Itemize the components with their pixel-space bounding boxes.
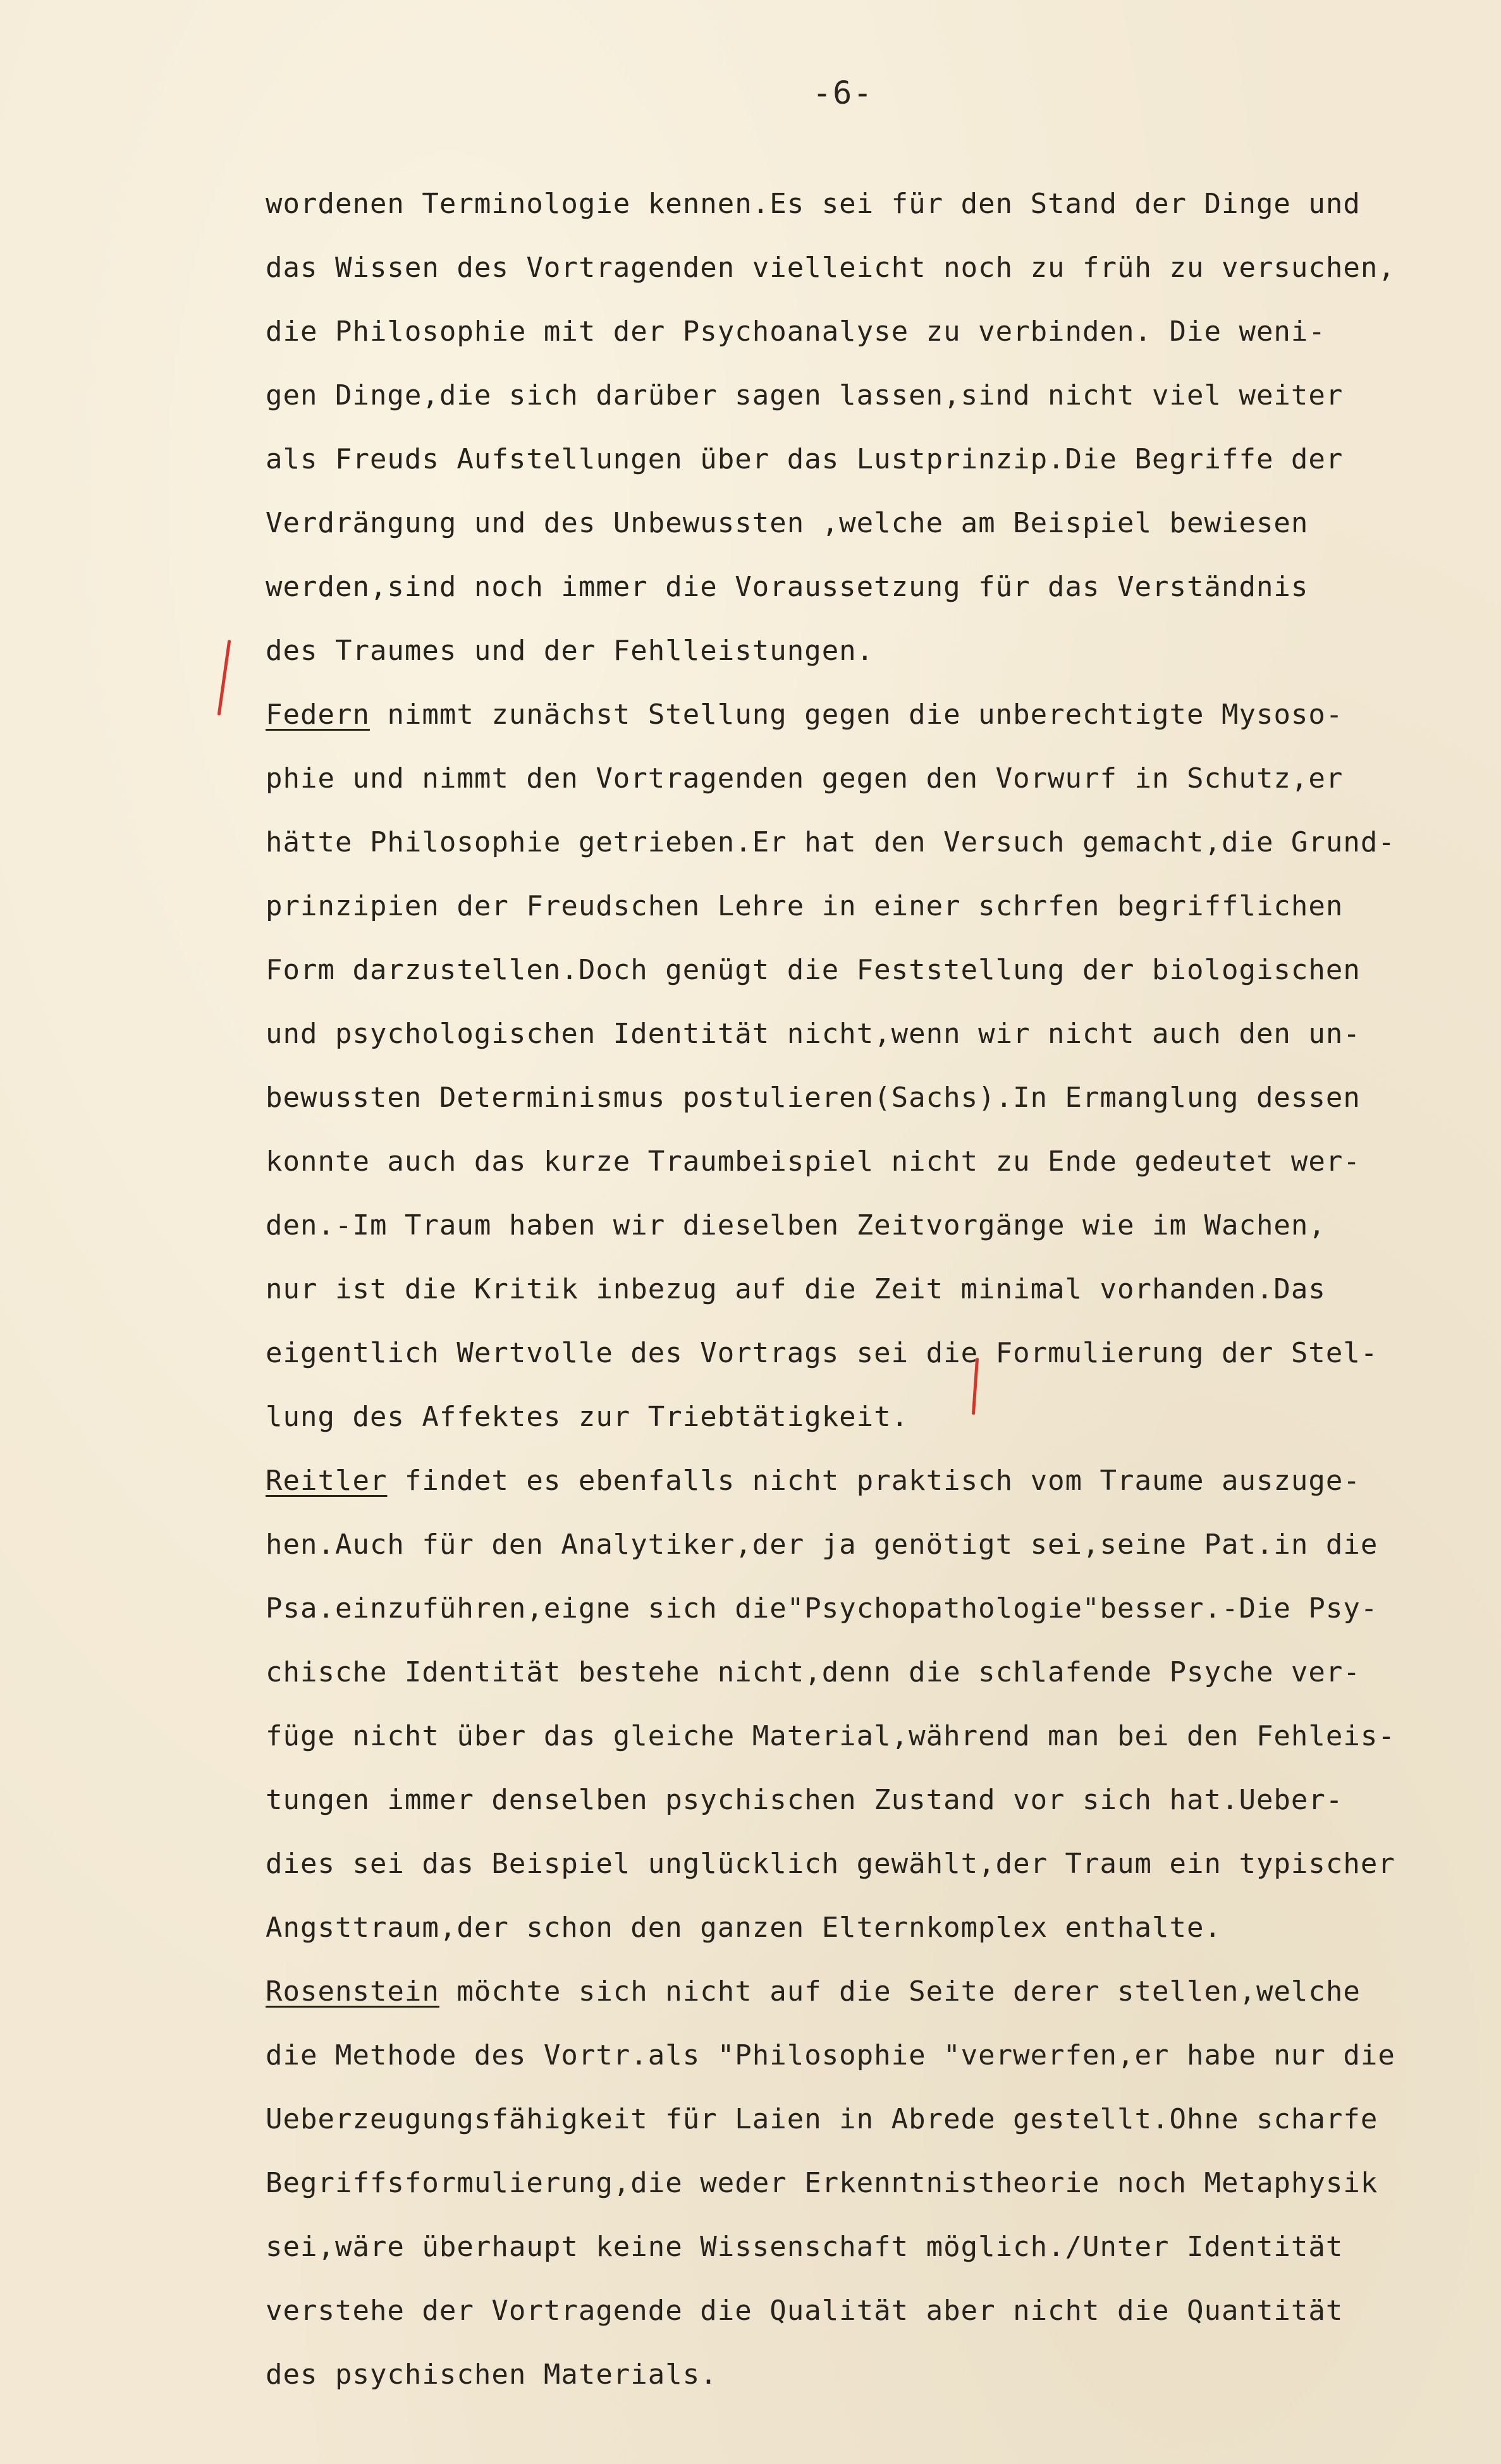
text-line <box>266 1066 1467 1130</box>
line-text: chische Identität bestehe nicht,denn die schlafende Psyche ver- <box>266 1656 1361 1688</box>
text-line <box>266 427 1467 491</box>
line-text: Psa.einzuführen,eigne sich die"Psychopathologie"besser.-Die Psy- <box>266 1592 1378 1625</box>
text-line <box>266 300 1467 363</box>
line-text: gen Dinge,die sich darüber sagen lassen,sind nicht viel weiter <box>266 379 1344 412</box>
line-text: das Wissen des Vortragenden vielleicht noch zu früh zu versuchen, <box>266 252 1395 284</box>
line-text: dies sei das Beispiel unglücklich gewählt,der Traum ein typischer <box>266 1848 1395 1880</box>
line-text: verstehe der Vortragende die Qualität aber nicht die Quantität <box>266 2295 1344 2327</box>
text-line <box>266 874 1467 938</box>
line-text: und psychologischen Identität nicht,wenn wir nicht auch den un- <box>266 1018 1361 1050</box>
line-text: des Traumes und der Fehlleistungen. <box>266 635 874 667</box>
text-line <box>266 2023 1467 2087</box>
line-text: konnte auch das kurze Traumbeispiel nicht zu Ende gedeutet wer- <box>266 1145 1361 1178</box>
line-text: lung des Affektes zur Triebtätigkeit. <box>266 1401 909 1433</box>
text-line <box>266 172 1467 236</box>
line-text: den.-Im Traum haben wir dieselben Zeitvorgänge wie im Wachen, <box>266 1209 1326 1241</box>
text-line <box>266 747 1467 810</box>
line-text: sei,wäre überhaupt keine Wissenschaft möglich./Unter Identität <box>266 2231 1344 2263</box>
text-line <box>266 1130 1467 1193</box>
text-line <box>266 2151 1467 2215</box>
text-line <box>266 1513 1467 1577</box>
page-number: -6- <box>812 75 874 111</box>
text-line <box>266 491 1467 555</box>
text-line <box>266 1704 1467 1768</box>
line-text: die Methode des Vortr.als "Philosophie "verwerfen,er habe nur die <box>266 2039 1395 2071</box>
text-line <box>266 1768 1467 1832</box>
line-text: Ueberzeugungsfähigkeit für Laien in Abrede gestellt.Ohne scharfe <box>266 2103 1378 2135</box>
text-line <box>266 555 1467 619</box>
text-line <box>266 2087 1467 2151</box>
text-line <box>266 2343 1467 2406</box>
line-text: prinzipien der Freudschen Lehre in einer schrfen begrifflichen <box>266 890 1344 922</box>
text-line <box>266 683 1467 747</box>
line-text: tungen immer denselben psychischen Zustand vor sich hat.Ueber- <box>266 1784 1344 1816</box>
text-line <box>266 810 1467 874</box>
line-text: bewussten Determinismus postulieren(Sachs).In Ermanglung dessen <box>266 1082 1361 1114</box>
speaker-name: Rosenstein <box>266 1975 439 2008</box>
line-text: Angsttraum,der schon den ganzen Elternkomplex enthalte. <box>266 1912 1222 1944</box>
text-line <box>266 1449 1467 1513</box>
line-text: phie und nimmt den Vortragenden gegen den Vorwurf in Schutz,er <box>266 762 1344 795</box>
text-line <box>266 938 1467 1002</box>
text-line <box>266 363 1467 427</box>
text-line <box>266 2215 1467 2279</box>
text-line <box>266 236 1467 300</box>
text-line <box>266 1960 1467 2023</box>
speaker-name: Reitler <box>266 1465 388 1497</box>
line-text: hätte Philosophie getrieben.Er hat den Versuch gemacht,die Grund- <box>266 826 1395 858</box>
text-line <box>266 1002 1467 1066</box>
line-text: Verdrängung und des Unbewussten ,welche am Beispiel bewiesen <box>266 507 1309 539</box>
line-text: die Philosophie mit der Psychoanalyse zu verbinden. Die weni- <box>266 315 1326 348</box>
text-line <box>266 1385 1467 1449</box>
text-line <box>266 1832 1467 1896</box>
line-text: Begriffsformulierung,die weder Erkenntnistheorie noch Metaphysik <box>266 2167 1378 2199</box>
text-line <box>266 1321 1467 1385</box>
text-line <box>266 2279 1467 2343</box>
red-margin-mark <box>217 640 231 716</box>
line-text: füge nicht über das gleiche Material,während man bei den Fehleis- <box>266 1720 1395 1752</box>
line-text: hen.Auch für den Analytiker,der ja genötigt sei,seine Pat.in die <box>266 1528 1378 1561</box>
line-text: möchte sich nicht auf die Seite derer stellen,welche <box>439 1975 1361 2008</box>
line-text: des psychischen Materials. <box>266 2358 718 2391</box>
line-text: Form darzustellen.Doch genügt die Feststellung der biologischen <box>266 954 1361 986</box>
speaker-name: Federn <box>266 698 370 731</box>
text-line <box>266 1896 1467 1960</box>
line-text: nimmt zunächst Stellung gegen die unberechtigte Mysoso- <box>369 698 1344 731</box>
page-text <box>266 172 1467 2406</box>
line-text: nur ist die Kritik inbezug auf die Zeit minimal vorhanden.Das <box>266 1273 1326 1305</box>
text-line <box>266 1193 1467 1257</box>
line-text: eigentlich Wertvolle des Vortrags sei die Formulierung der Stel- <box>266 1337 1378 1369</box>
line-text: als Freuds Aufstellungen über das Lustprinzip.Die Begriffe der <box>266 443 1344 475</box>
text-line <box>266 1577 1467 1640</box>
line-text: werden,sind noch immer die Voraussetzung für das Verständnis <box>266 571 1309 603</box>
text-line <box>266 1640 1467 1704</box>
line-text: findet es ebenfalls nicht praktisch vom Traume auszuge- <box>387 1465 1361 1497</box>
text-line <box>266 619 1467 683</box>
text-line <box>266 1257 1467 1321</box>
line-text: wordenen Terminologie kennen.Es sei für den Stand der Dinge und <box>266 188 1361 220</box>
